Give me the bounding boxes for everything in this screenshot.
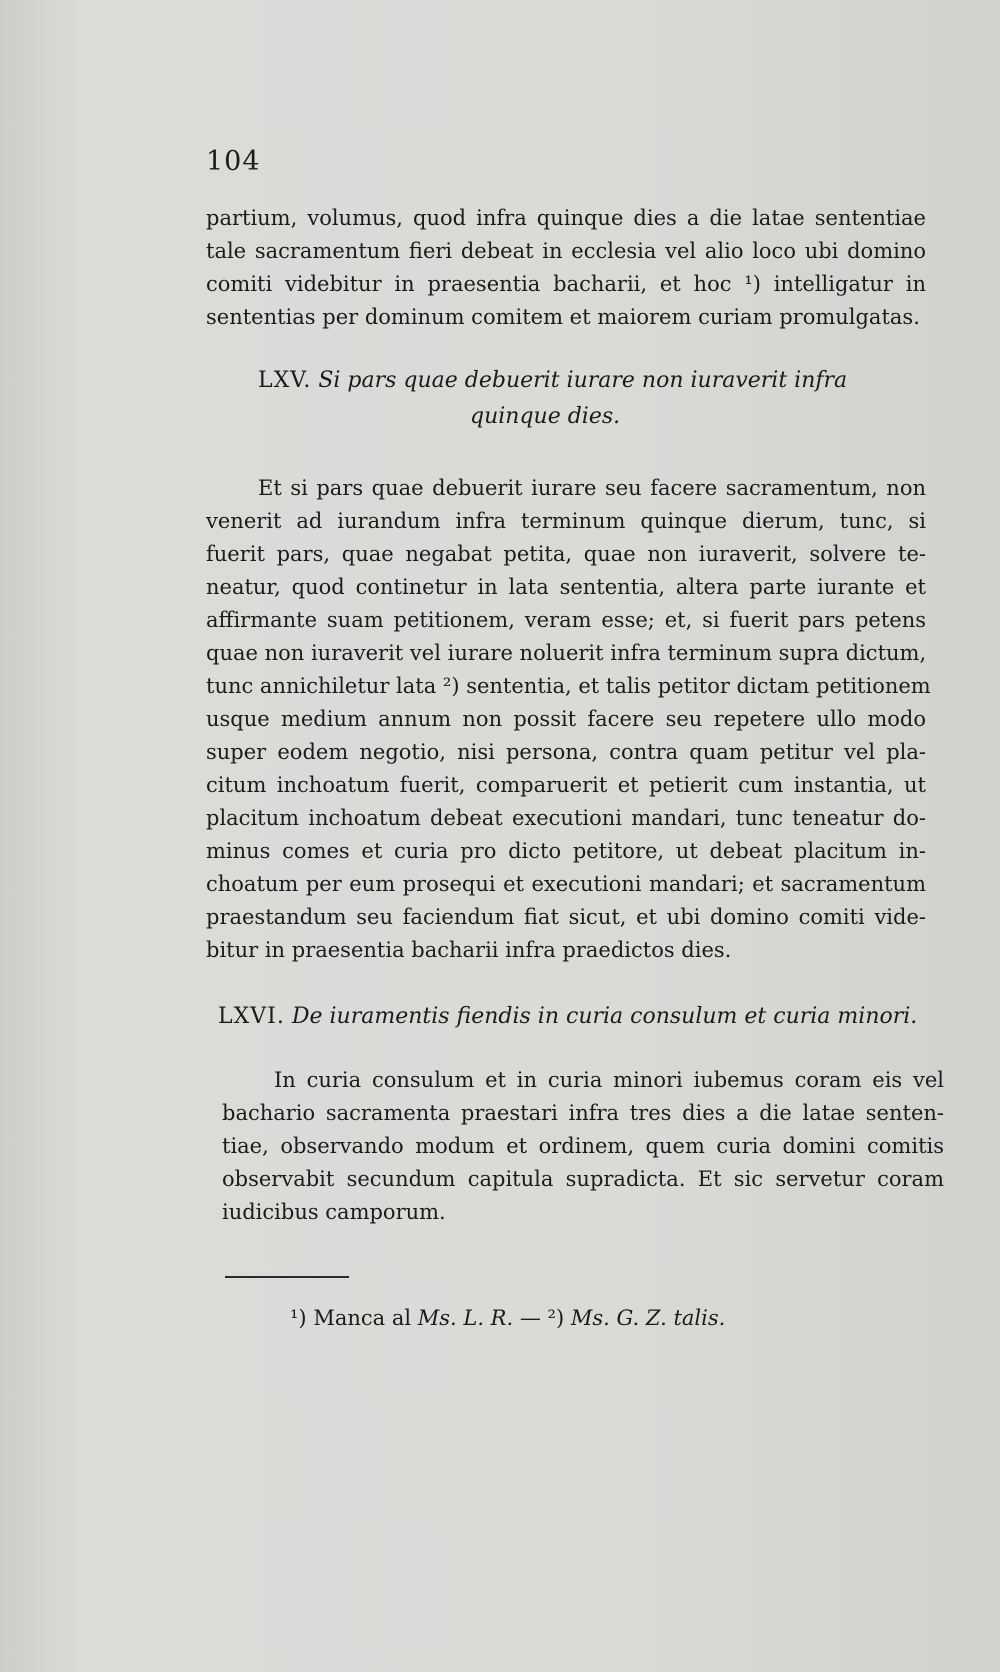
text-line-content: placitum inchoatum debeat executioni mandari, tunc teneatur do- bbox=[206, 806, 926, 830]
text-line bbox=[206, 472, 926, 505]
text-line-content: quae non iuraverit vel iurare noluerit infra terminum supra dictum, bbox=[206, 641, 927, 665]
text-line-content: fuerit pars, quae negabat petita, quae non iuraverit, solvere te- bbox=[206, 542, 926, 566]
text-line bbox=[206, 268, 926, 301]
text-line-content: choatum per eum prosequi et executioni mandari; et sacramentum bbox=[206, 872, 926, 896]
paragraph-lxvi-body bbox=[222, 1064, 944, 1229]
text-line-content: venerit ad iurandum infra terminum quinque dierum, tunc, si bbox=[206, 509, 926, 533]
text-line-content: neatur, quod continetur in lata sententia, altera parte iurante et bbox=[206, 575, 926, 599]
text-line-content: iudicibus camporum. bbox=[222, 1200, 446, 1224]
text-line bbox=[222, 1130, 944, 1163]
text-line bbox=[206, 670, 931, 703]
section-heading-lxvi bbox=[218, 1004, 917, 1029]
text-line bbox=[206, 868, 926, 901]
text-line bbox=[206, 202, 926, 235]
text-line-content: tiae, observando modum et ordinem, quem curia domini comitis bbox=[222, 1134, 944, 1158]
text-line bbox=[206, 604, 926, 637]
text-line bbox=[206, 505, 926, 538]
footnote-manuscript: Ms. G. Z. talis. bbox=[570, 1306, 726, 1330]
footnote-marker: ¹) bbox=[290, 1306, 307, 1330]
text-line-content: sententias per dominum comitem et maiorem curiam promulgatas. bbox=[206, 305, 920, 329]
text-line bbox=[206, 571, 926, 604]
text-line bbox=[222, 1097, 944, 1130]
text-line-content: affirmante suam petitionem, veram esse; et, si fuerit pars petens bbox=[206, 608, 926, 632]
section-heading-lxv bbox=[258, 368, 847, 393]
text-line-content: usque medium annum non possit facere seu repetere ullo modo bbox=[206, 707, 926, 731]
footnote-rule bbox=[225, 1276, 349, 1278]
section-heading-lxv-cont bbox=[470, 404, 620, 429]
text-line-content: Et si pars quae debuerit iurare seu facere sacramentum, non bbox=[258, 476, 926, 500]
paragraph-lxv-body bbox=[206, 472, 931, 967]
text-line-content: super eodem negotio, nisi persona, contra quam petitur vel pla- bbox=[206, 740, 926, 764]
section-number: LXVI. bbox=[218, 1004, 285, 1029]
section-number: LXV. bbox=[258, 368, 312, 393]
footnote-manuscript: Ms. L. R. bbox=[417, 1306, 514, 1330]
footnote-text: Manca al bbox=[313, 1306, 412, 1330]
page-number: 104 bbox=[206, 146, 261, 177]
text-line-content: citum inchoatum fuerit, comparuerit et petierit cum instantia, ut bbox=[206, 773, 926, 797]
section-title: De iuramentis fiendis in curia consulum et curia minori. bbox=[291, 1004, 918, 1029]
text-line-content: partium, volumus, quod infra quinque dies a die latae sententiae bbox=[206, 206, 926, 230]
text-line-content: praestandum seu faciendum fiat sicut, et ubi domino comiti vide- bbox=[206, 905, 926, 929]
text-line bbox=[206, 235, 926, 268]
text-line bbox=[206, 802, 926, 835]
text-line-content: minus comes et curia pro dicto petitore, ut debeat placitum in- bbox=[206, 839, 926, 863]
text-line bbox=[206, 934, 926, 967]
text-line-content: bitur in praesentia bacharii infra praedictos dies. bbox=[206, 938, 732, 962]
text-line bbox=[222, 1064, 944, 1097]
text-line bbox=[206, 703, 926, 736]
text-line bbox=[206, 769, 926, 802]
text-line-content: In curia consulum et in curia minori iubemus coram eis vel bbox=[274, 1068, 944, 1092]
section-title: Si pars quae debuerit iurare non iuraverit infra bbox=[318, 368, 848, 393]
text-line bbox=[222, 1163, 944, 1196]
section-title-continued: quinque dies. bbox=[470, 404, 621, 429]
footnotes bbox=[290, 1306, 725, 1330]
text-line bbox=[206, 901, 926, 934]
text-line bbox=[206, 538, 926, 571]
text-line-content: tunc annichiletur lata ²) sententia, et talis petitor dictam petitionem bbox=[206, 674, 931, 698]
text-line-content: comiti videbitur in praesentia bacharii, et hoc ¹) intelligatur in bbox=[206, 272, 926, 296]
text-line bbox=[222, 1196, 944, 1229]
text-line bbox=[206, 736, 926, 769]
text-line-content: bachario sacramenta praestari infra tres dies a die latae senten- bbox=[222, 1101, 944, 1125]
text-line-content: tale sacramentum fieri debeat in ecclesia vel alio loco ubi domino bbox=[206, 239, 926, 263]
text-line bbox=[206, 835, 926, 868]
footnote-separator: — bbox=[519, 1306, 541, 1330]
text-line-content: observabit secundum capitula supradicta. Et sic servetur coram bbox=[222, 1167, 944, 1191]
text-line bbox=[206, 301, 926, 334]
paragraph-continuation bbox=[206, 202, 926, 334]
text-line bbox=[206, 637, 926, 670]
footnote-marker: ²) bbox=[547, 1306, 565, 1330]
